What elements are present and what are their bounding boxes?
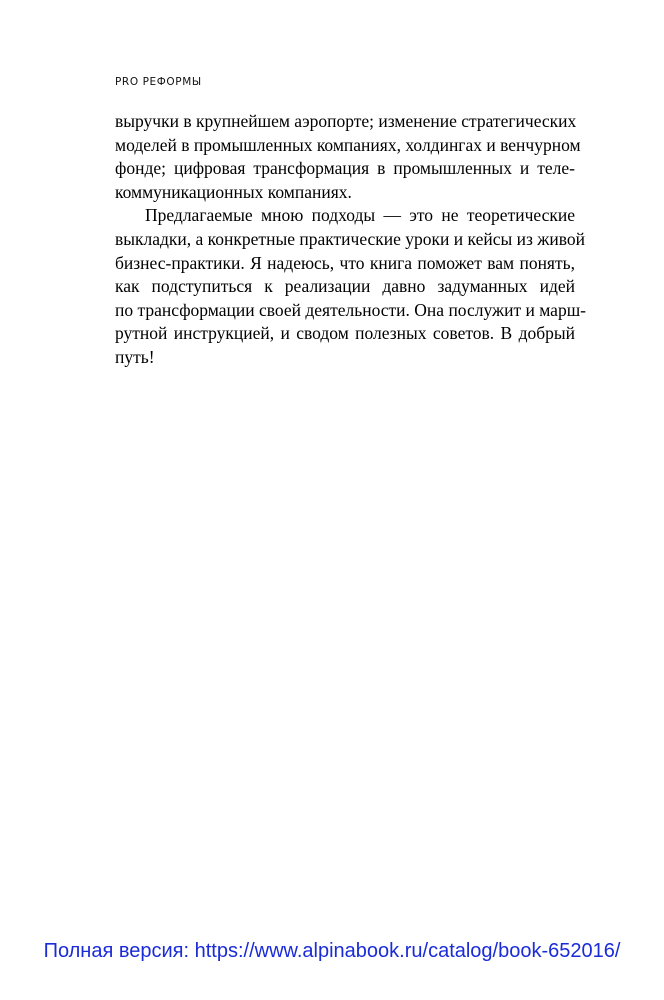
- body-text: [115, 110, 587, 370]
- running-header: PRO РЕФОРМЫ: [115, 76, 202, 88]
- full-version-link[interactable]: Полная версия: https://www.alpinabook.ru/catalog/book-652016/: [43, 940, 621, 962]
- text-line: коммуникационных компаниях.: [115, 181, 352, 202]
- text-line: по трансформации своей деятельности. Она послужит и марш-: [115, 299, 587, 320]
- text-line: выкладки, а конкретные практические уроки и кейсы из живой: [115, 228, 585, 249]
- text-line: как подступиться к реализации давно задуманных идей: [115, 276, 575, 297]
- text-line: путь!: [115, 346, 155, 367]
- paragraph-2: [115, 204, 587, 369]
- text-line: выручки в крупнейшем аэропорте; изменение стратегических: [115, 111, 577, 131]
- text-line: Предлагаемые мною подходы — это не теоретические: [145, 205, 575, 226]
- paragraph-1: [115, 110, 581, 204]
- text-line: моделей в промышленных компаниях, холдингах и венчурном: [115, 134, 581, 155]
- text-line: рутной инструкцией, и сводом полезных советов. В добрый: [115, 323, 575, 344]
- text-line: фонде; цифровая трансформация в промышленных и теле-: [115, 158, 575, 179]
- text-line: бизнес-практики. Я надеюсь, что книга поможет вам понять,: [115, 252, 575, 273]
